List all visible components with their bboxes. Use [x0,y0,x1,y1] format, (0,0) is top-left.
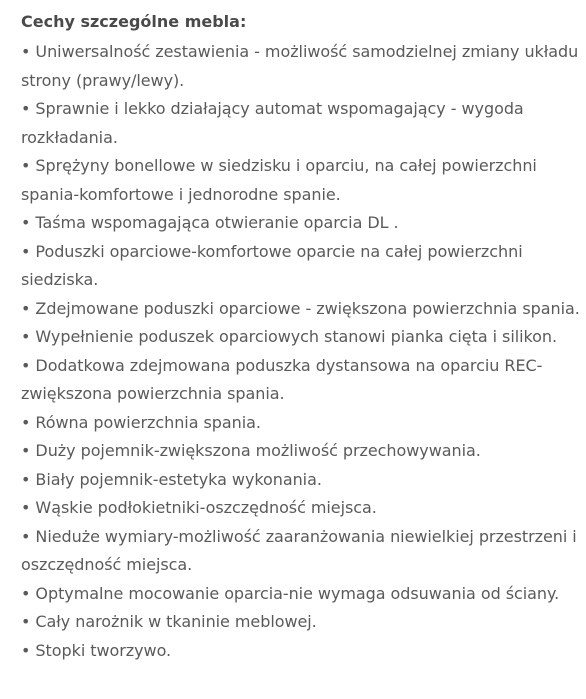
feature-item: • Dodatkowa zdejmowana poduszka dystansowa na oparciu REC- zwiększona powierzchnia spania. [21,355,543,403]
feature-item: • Uniwersalność zestawienia - możliwość samodzielnej zmiany układu strony (prawy/lewy). [21,42,579,90]
feature-item: • Sprawnie i lekko działający automat wspomagający - wygoda rozkładania. [21,99,524,147]
feature-item: • Stopki tworzywo. [21,640,172,660]
feature-item: • Równa powierzchnia spania. [21,412,261,432]
feature-item: • Nieduże wymiary-możliwość zaaranżowania niewielkiej przestrzeni i oszczędność miejsca. [21,526,577,574]
feature-item: • Sprężyny bonellowe w siedzisku i oparciu, na całej powierzchni spania-komfortowe i jednorodne spanie. [21,156,537,204]
feature-item: • Zdejmowane poduszki oparciowe - zwiększona powierzchnia spania. [21,298,580,318]
feature-item: • Cały narożnik w tkaninie meblowej. [21,612,317,631]
feature-item: • Poduszki oparciowe-komfortowe oparcie na całej powierzchni siedziska. [21,241,523,289]
features-heading: Cechy szczególne mebla: [21,12,247,31]
feature-item: • Wypełnienie poduszek oparciowych stanowi pianka cięta i silikon. [21,327,558,346]
feature-item: • Biały pojemnik-estetyka wykonania. [21,469,322,489]
feature-item: • Wąskie podłokietniki-oszczędność miejsca. [21,498,377,517]
feature-item: • Taśma wspomagająca otwieranie oparcia DL . [21,213,399,232]
features-list [21,38,581,665]
feature-item: • Duży pojemnik-zwiększona możliwość przechowywania. [21,441,481,460]
feature-item: • Optymalne mocowanie oparcia-nie wymaga odsuwania od ściany. [21,583,560,603]
